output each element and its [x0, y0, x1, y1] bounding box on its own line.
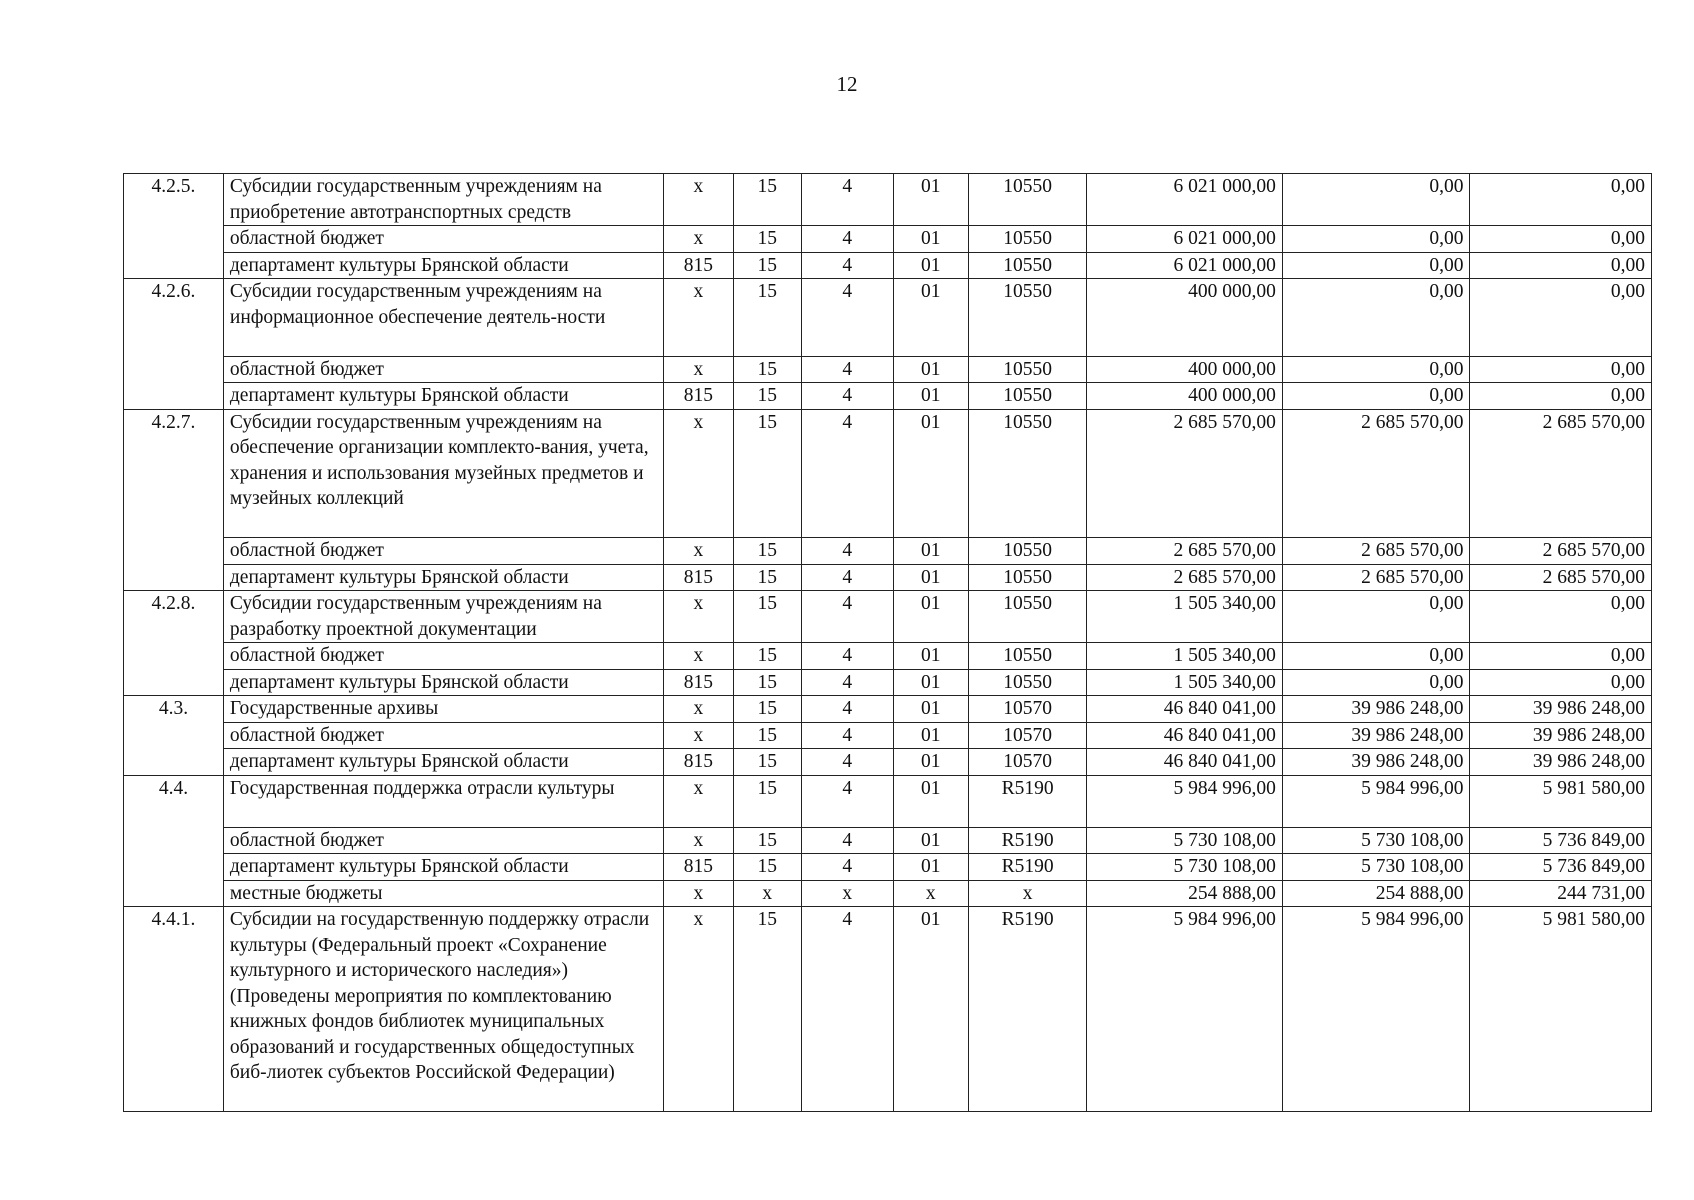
main-activity-code: 01	[893, 827, 968, 854]
grbs-code: х	[664, 643, 733, 670]
amount-year-3: 0,00	[1470, 174, 1652, 226]
amount-year-1: 1 505 340,00	[1087, 643, 1283, 670]
direction-code: 10570	[968, 696, 1086, 723]
amount-year-3: 0,00	[1470, 279, 1652, 357]
amount-year-2: 39 986 248,00	[1282, 696, 1470, 723]
amount-year-2: 5 984 996,00	[1282, 907, 1470, 1112]
subprogram-code: 4	[801, 907, 893, 1112]
row-number: 4.2.7.	[124, 409, 224, 591]
subprogram-code: х	[801, 880, 893, 907]
direction-code: R5190	[968, 827, 1086, 854]
program-code: 15	[733, 356, 801, 383]
row-description: департамент культуры Брянской области	[223, 749, 663, 776]
table-row	[124, 383, 1652, 410]
direction-code: 10550	[968, 409, 1086, 538]
main-activity-code: 01	[893, 749, 968, 776]
table-body	[124, 174, 1652, 1112]
table-row	[124, 643, 1652, 670]
row-description: Субсидии государственным учреждениям на приобретение автотранспортных средств	[223, 174, 663, 226]
amount-year-3: 5 981 580,00	[1470, 907, 1652, 1112]
main-activity-code: 01	[893, 696, 968, 723]
row-description: Государственная поддержка отрасли культуры	[223, 775, 663, 827]
row-description: областной бюджет	[223, 538, 663, 565]
main-activity-code: 01	[893, 279, 968, 357]
grbs-code: х	[664, 538, 733, 565]
amount-year-2: 0,00	[1282, 174, 1470, 226]
amount-year-3: 2 685 570,00	[1470, 409, 1652, 538]
program-code: 15	[733, 775, 801, 827]
row-description: департамент культуры Брянской области	[223, 252, 663, 279]
row-number: 4.3.	[124, 696, 224, 776]
row-description: областной бюджет	[223, 643, 663, 670]
row-number: 4.4.1.	[124, 907, 224, 1112]
direction-code: 10550	[968, 538, 1086, 565]
table-row	[124, 226, 1652, 253]
row-number: 4.2.8.	[124, 591, 224, 696]
amount-year-3: 0,00	[1470, 669, 1652, 696]
program-code: 15	[733, 591, 801, 643]
amount-year-2: 5 984 996,00	[1282, 775, 1470, 827]
row-description: местные бюджеты	[223, 880, 663, 907]
subprogram-code: 4	[801, 564, 893, 591]
program-code: 15	[733, 643, 801, 670]
subprogram-code: 4	[801, 722, 893, 749]
direction-code: 10550	[968, 356, 1086, 383]
table-row	[124, 749, 1652, 776]
budget-table	[123, 173, 1652, 1112]
direction-code: 10550	[968, 279, 1086, 357]
main-activity-code: 01	[893, 356, 968, 383]
amount-year-3: 39 986 248,00	[1470, 749, 1652, 776]
amount-year-1: 2 685 570,00	[1087, 564, 1283, 591]
row-description: департамент культуры Брянской области	[223, 854, 663, 881]
table-row	[124, 538, 1652, 565]
grbs-code: х	[664, 356, 733, 383]
amount-year-3: 0,00	[1470, 591, 1652, 643]
program-code: 15	[733, 669, 801, 696]
amount-year-1: 46 840 041,00	[1087, 722, 1283, 749]
direction-code: 10550	[968, 643, 1086, 670]
amount-year-1: 6 021 000,00	[1087, 174, 1283, 226]
subprogram-code: 4	[801, 643, 893, 670]
subprogram-code: 4	[801, 669, 893, 696]
program-code: х	[733, 880, 801, 907]
direction-code: R5190	[968, 854, 1086, 881]
amount-year-1: 5 984 996,00	[1087, 907, 1283, 1112]
main-activity-code: 01	[893, 564, 968, 591]
amount-year-3: 5 736 849,00	[1470, 854, 1652, 881]
grbs-code: х	[664, 226, 733, 253]
table-row	[124, 880, 1652, 907]
amount-year-2: 39 986 248,00	[1282, 722, 1470, 749]
direction-code: 10550	[968, 591, 1086, 643]
grbs-code: х	[664, 696, 733, 723]
main-activity-code: х	[893, 880, 968, 907]
subprogram-code: 4	[801, 252, 893, 279]
amount-year-2: 0,00	[1282, 383, 1470, 410]
row-number: 4.4.	[124, 775, 224, 907]
direction-code: 10570	[968, 749, 1086, 776]
table-row	[124, 827, 1652, 854]
amount-year-2: 5 730 108,00	[1282, 854, 1470, 881]
amount-year-2: 0,00	[1282, 643, 1470, 670]
grbs-code: х	[664, 880, 733, 907]
row-description: Субсидии государственным учреждениям на разработку проектной документации	[223, 591, 663, 643]
grbs-code: х	[664, 591, 733, 643]
subprogram-code: 4	[801, 827, 893, 854]
table-row	[124, 669, 1652, 696]
amount-year-3: 0,00	[1470, 252, 1652, 279]
direction-code: 10550	[968, 226, 1086, 253]
grbs-code: 815	[664, 252, 733, 279]
subprogram-code: 4	[801, 174, 893, 226]
amount-year-2: 0,00	[1282, 279, 1470, 357]
subprogram-code: 4	[801, 775, 893, 827]
direction-code: 10550	[968, 564, 1086, 591]
program-code: 15	[733, 749, 801, 776]
program-code: 15	[733, 174, 801, 226]
amount-year-2: 254 888,00	[1282, 880, 1470, 907]
subprogram-code: 4	[801, 383, 893, 410]
amount-year-2: 0,00	[1282, 252, 1470, 279]
amount-year-1: 2 685 570,00	[1087, 409, 1283, 538]
main-activity-code: 01	[893, 854, 968, 881]
amount-year-3: 244 731,00	[1470, 880, 1652, 907]
table-row	[124, 854, 1652, 881]
amount-year-2: 39 986 248,00	[1282, 749, 1470, 776]
table-row	[124, 356, 1652, 383]
table-row	[124, 591, 1652, 643]
row-description: областной бюджет	[223, 827, 663, 854]
direction-code: 10570	[968, 722, 1086, 749]
direction-code: 10550	[968, 174, 1086, 226]
subprogram-code: 4	[801, 591, 893, 643]
table-row	[124, 174, 1652, 226]
amount-year-1: 6 021 000,00	[1087, 226, 1283, 253]
table-row	[124, 775, 1652, 827]
row-description: Субсидии государственным учреждениям на информационное обеспечение деятель-ности	[223, 279, 663, 357]
amount-year-3: 0,00	[1470, 226, 1652, 253]
subprogram-code: 4	[801, 226, 893, 253]
amount-year-1: 46 840 041,00	[1087, 696, 1283, 723]
program-code: 15	[733, 907, 801, 1112]
grbs-code: 815	[664, 854, 733, 881]
amount-year-3: 0,00	[1470, 383, 1652, 410]
amount-year-2: 5 730 108,00	[1282, 827, 1470, 854]
program-code: 15	[733, 409, 801, 538]
amount-year-1: 400 000,00	[1087, 383, 1283, 410]
main-activity-code: 01	[893, 907, 968, 1112]
table-row	[124, 907, 1652, 1112]
row-number: 4.2.5.	[124, 174, 224, 279]
main-activity-code: 01	[893, 383, 968, 410]
main-activity-code: 01	[893, 722, 968, 749]
amount-year-3: 0,00	[1470, 356, 1652, 383]
subprogram-code: 4	[801, 279, 893, 357]
grbs-code: х	[664, 174, 733, 226]
direction-code: 10550	[968, 252, 1086, 279]
main-activity-code: 01	[893, 643, 968, 670]
grbs-code: 815	[664, 669, 733, 696]
row-description: Субсидии государственным учреждениям на обеспечение организации комплекто-вания, учета, хранения и использования музейных предметов и музейных коллекций	[223, 409, 663, 538]
program-code: 15	[733, 827, 801, 854]
table-row	[124, 564, 1652, 591]
amount-year-1: 5 730 108,00	[1087, 854, 1283, 881]
program-code: 15	[733, 226, 801, 253]
amount-year-1: 5 984 996,00	[1087, 775, 1283, 827]
amount-year-1: 254 888,00	[1087, 880, 1283, 907]
row-description: областной бюджет	[223, 226, 663, 253]
amount-year-2: 2 685 570,00	[1282, 409, 1470, 538]
program-code: 15	[733, 538, 801, 565]
amount-year-2: 0,00	[1282, 226, 1470, 253]
grbs-code: х	[664, 775, 733, 827]
amount-year-1: 5 730 108,00	[1087, 827, 1283, 854]
program-code: 15	[733, 854, 801, 881]
row-description: областной бюджет	[223, 356, 663, 383]
table-row	[124, 252, 1652, 279]
main-activity-code: 01	[893, 775, 968, 827]
grbs-code: х	[664, 409, 733, 538]
subprogram-code: 4	[801, 696, 893, 723]
row-description: Государственные архивы	[223, 696, 663, 723]
subprogram-code: 4	[801, 854, 893, 881]
main-activity-code: 01	[893, 226, 968, 253]
direction-code: R5190	[968, 907, 1086, 1112]
amount-year-1: 1 505 340,00	[1087, 669, 1283, 696]
amount-year-2: 2 685 570,00	[1282, 564, 1470, 591]
amount-year-3: 0,00	[1470, 643, 1652, 670]
direction-code: 10550	[968, 669, 1086, 696]
main-activity-code: 01	[893, 591, 968, 643]
amount-year-1: 6 021 000,00	[1087, 252, 1283, 279]
program-code: 15	[733, 564, 801, 591]
main-activity-code: 01	[893, 174, 968, 226]
program-code: 15	[733, 722, 801, 749]
program-code: 15	[733, 252, 801, 279]
row-description: Субсидии на государственную поддержку отрасли культуры (Федеральный проект «Сохранение культурного и исторического наследия») (Проведены мероприятия по комплектованию книжных фондов библиотек муниципальных образований и государственных общедоступных биб-лиотек субъектов Российской Федерации)	[223, 907, 663, 1112]
amount-year-2: 0,00	[1282, 356, 1470, 383]
grbs-code: 815	[664, 749, 733, 776]
grbs-code: х	[664, 907, 733, 1112]
direction-code: R5190	[968, 775, 1086, 827]
program-code: 15	[733, 383, 801, 410]
main-activity-code: 01	[893, 538, 968, 565]
amount-year-2: 2 685 570,00	[1282, 538, 1470, 565]
row-description: департамент культуры Брянской области	[223, 669, 663, 696]
grbs-code: х	[664, 827, 733, 854]
table-row	[124, 722, 1652, 749]
table-row	[124, 409, 1652, 538]
amount-year-1: 1 505 340,00	[1087, 591, 1283, 643]
amount-year-2: 0,00	[1282, 669, 1470, 696]
amount-year-3: 2 685 570,00	[1470, 538, 1652, 565]
subprogram-code: 4	[801, 356, 893, 383]
amount-year-3: 5 981 580,00	[1470, 775, 1652, 827]
amount-year-2: 0,00	[1282, 591, 1470, 643]
grbs-code: 815	[664, 383, 733, 410]
main-activity-code: 01	[893, 252, 968, 279]
table-row	[124, 279, 1652, 357]
row-description: областной бюджет	[223, 722, 663, 749]
table-row	[124, 696, 1652, 723]
main-activity-code: 01	[893, 409, 968, 538]
row-description: департамент культуры Брянской области	[223, 383, 663, 410]
amount-year-1: 400 000,00	[1087, 356, 1283, 383]
amount-year-1: 2 685 570,00	[1087, 538, 1283, 565]
amount-year-3: 39 986 248,00	[1470, 722, 1652, 749]
amount-year-3: 5 736 849,00	[1470, 827, 1652, 854]
grbs-code: х	[664, 722, 733, 749]
amount-year-3: 39 986 248,00	[1470, 696, 1652, 723]
program-code: 15	[733, 696, 801, 723]
row-number: 4.2.6.	[124, 279, 224, 410]
direction-code: 10550	[968, 383, 1086, 410]
grbs-code: х	[664, 279, 733, 357]
subprogram-code: 4	[801, 749, 893, 776]
subprogram-code: 4	[801, 538, 893, 565]
direction-code: х	[968, 880, 1086, 907]
amount-year-3: 2 685 570,00	[1470, 564, 1652, 591]
amount-year-1: 400 000,00	[1087, 279, 1283, 357]
page-number: 12	[836, 72, 858, 96]
program-code: 15	[733, 279, 801, 357]
row-description: департамент культуры Брянской области	[223, 564, 663, 591]
grbs-code: 815	[664, 564, 733, 591]
subprogram-code: 4	[801, 409, 893, 538]
amount-year-1: 46 840 041,00	[1087, 749, 1283, 776]
main-activity-code: 01	[893, 669, 968, 696]
